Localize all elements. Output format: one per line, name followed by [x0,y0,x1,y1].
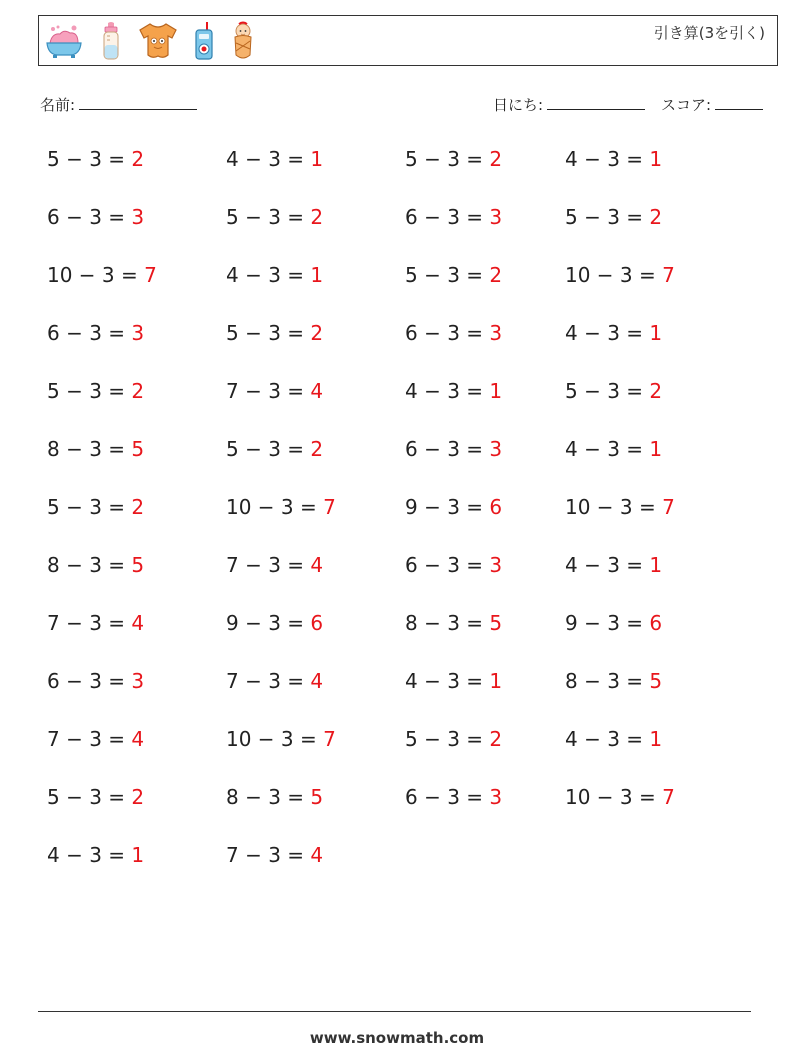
problem-item [226,263,323,287]
problem-answer: 3 [131,321,145,345]
problem-question: 10 − 3 = [565,263,663,287]
name-label: 名前: [40,96,76,114]
problem-item [226,785,323,809]
problem-item [405,553,502,577]
problem-answer: 4 [131,611,145,635]
problem-answer: 5 [131,437,145,461]
problem-answer: 1 [649,727,663,751]
problem-answer: 2 [489,263,503,287]
problem-question: 7 − 3 = [226,379,311,403]
swaddled-baby-icon [230,21,256,61]
problem-item [565,437,662,461]
problem-question: 4 − 3 = [226,263,311,287]
problem-item [47,611,144,635]
problem-answer: 3 [489,321,503,345]
problem-question: 5 − 3 = [405,727,490,751]
bath-tub-icon [44,21,84,61]
problem-question: 10 − 3 = [47,263,145,287]
header-box [38,15,778,66]
problem-answer: 3 [489,437,503,461]
problem-question: 5 − 3 = [565,205,650,229]
problem-item [47,147,144,171]
problem-question: 5 − 3 = [226,321,311,345]
problem-item [226,727,336,751]
problem-answer: 2 [489,147,503,171]
problem-answer: 4 [310,843,324,867]
problem-answer: 2 [131,785,145,809]
problem-item [405,263,502,287]
problem-question: 6 − 3 = [47,669,132,693]
problem-item [226,611,323,635]
problem-answer: 2 [131,379,145,403]
problem-item [405,785,502,809]
footer-url: www.snowmath.com [309,1029,485,1047]
problem-item [226,553,323,577]
problem-item [226,495,336,519]
problem-question: 6 − 3 = [405,321,490,345]
problem-question: 7 − 3 = [47,727,132,751]
problem-question: 4 − 3 = [565,553,650,577]
problem-question: 8 − 3 = [405,611,490,635]
problem-answer: 6 [649,611,663,635]
problem-answer: 1 [489,379,503,403]
problem-answer: 7 [323,495,336,519]
problem-item [47,553,144,577]
problem-answer: 2 [310,205,324,229]
problem-question: 6 − 3 = [405,205,490,229]
problem-item [405,321,502,345]
problem-answer: 1 [649,553,663,577]
problem-item [405,437,502,461]
problem-item [565,727,662,751]
problem-question: 10 − 3 = [226,727,324,751]
problem-question: 4 − 3 = [226,147,311,171]
problem-question: 5 − 3 = [47,379,132,403]
problem-answer: 1 [131,843,145,867]
problem-item [226,379,323,403]
problem-answer: 5 [649,669,663,693]
problem-question: 9 − 3 = [226,611,311,635]
problem-answer: 3 [131,669,145,693]
problem-answer: 5 [131,553,145,577]
problem-question: 4 − 3 = [405,669,490,693]
problem-item [565,553,662,577]
problem-item [47,727,144,751]
problem-item [226,205,323,229]
problem-item [565,263,675,287]
problem-question: 7 − 3 = [47,611,132,635]
problem-item [47,205,144,229]
problem-question: 10 − 3 = [565,495,663,519]
problem-question: 7 − 3 = [226,553,311,577]
problem-question: 5 − 3 = [47,147,132,171]
problem-item [47,843,144,867]
problem-answer: 4 [131,727,145,751]
problem-item [226,843,323,867]
baby-onesie-icon [138,21,178,61]
name-field [40,94,197,115]
problem-question: 5 − 3 = [47,785,132,809]
problem-item [565,147,662,171]
date-field [493,94,645,115]
problem-answer: 7 [323,727,336,751]
problem-answer: 3 [489,553,503,577]
problem-answer: 2 [131,495,145,519]
problem-answer: 7 [144,263,157,287]
problem-question: 9 − 3 = [565,611,650,635]
problem-item [405,495,502,519]
problem-answer: 4 [310,553,324,577]
problem-question: 6 − 3 = [47,321,132,345]
problem-answer: 7 [662,785,675,809]
problem-item [565,205,662,229]
problem-question: 4 − 3 = [565,727,650,751]
problem-item [405,669,502,693]
problem-answer: 2 [489,727,503,751]
problem-item [405,205,502,229]
score-label: スコア: [661,96,712,114]
problem-question: 4 − 3 = [405,379,490,403]
problem-item [405,611,502,635]
problem-item [47,785,144,809]
problem-question: 9 − 3 = [405,495,490,519]
problem-item [226,147,323,171]
problem-question: 5 − 3 = [226,437,311,461]
problem-question: 7 − 3 = [226,669,311,693]
problem-item [47,437,144,461]
problem-question: 6 − 3 = [405,785,490,809]
problem-question: 6 − 3 = [47,205,132,229]
problem-answer: 3 [489,785,503,809]
problem-item [405,147,502,171]
problem-answer: 7 [662,263,675,287]
problem-answer: 2 [649,205,663,229]
problem-item [47,379,144,403]
problem-answer: 1 [649,321,663,345]
problem-question: 4 − 3 = [565,321,650,345]
problem-answer: 1 [489,669,503,693]
problem-item [47,669,144,693]
problem-question: 4 − 3 = [565,437,650,461]
name-blank[interactable] [79,95,197,110]
problem-question: 4 − 3 = [565,147,650,171]
problem-answer: 6 [489,495,503,519]
problem-answer: 1 [649,147,663,171]
problem-question: 5 − 3 = [405,263,490,287]
problem-question: 8 − 3 = [226,785,311,809]
problem-question: 6 − 3 = [405,437,490,461]
problem-item [565,669,662,693]
problem-answer: 2 [310,437,324,461]
baby-monitor-icon [192,21,216,61]
problem-question: 6 − 3 = [405,553,490,577]
problem-item [405,379,502,403]
problem-question: 5 − 3 = [565,379,650,403]
problem-answer: 2 [310,321,324,345]
problem-answer: 4 [310,669,324,693]
problem-question: 8 − 3 = [47,553,132,577]
problem-item [226,437,323,461]
date-label: 日にち: [493,96,544,114]
problem-question: 10 − 3 = [565,785,663,809]
problem-answer: 4 [310,379,324,403]
problem-answer: 5 [310,785,324,809]
problem-question: 10 − 3 = [226,495,324,519]
problem-answer: 2 [649,379,663,403]
problem-answer: 6 [310,611,324,635]
problem-item [565,321,662,345]
problem-question: 8 − 3 = [565,669,650,693]
problem-answer: 1 [310,263,324,287]
footer-divider [38,1011,751,1012]
problem-answer: 2 [131,147,145,171]
problem-item [226,321,323,345]
problem-item [565,495,675,519]
icon-strip [44,18,256,64]
problem-answer: 5 [489,611,503,635]
problem-item [47,321,144,345]
problem-question: 5 − 3 = [405,147,490,171]
problem-question: 4 − 3 = [47,843,132,867]
problem-item [565,379,662,403]
problem-item [405,727,502,751]
problem-item [226,669,323,693]
worksheet-title: 引き算(3を引く) [653,24,765,42]
problem-answer: 3 [489,205,503,229]
date-blank[interactable] [547,95,645,110]
problem-answer: 7 [662,495,675,519]
problem-answer: 1 [310,147,324,171]
problem-question: 8 − 3 = [47,437,132,461]
problem-item [47,495,144,519]
baby-bottle-icon [98,21,124,61]
score-field [661,94,763,115]
problem-answer: 1 [649,437,663,461]
problem-question: 5 − 3 = [226,205,311,229]
problem-question: 5 − 3 = [47,495,132,519]
problem-item [47,263,157,287]
problem-question: 7 − 3 = [226,843,311,867]
problem-item [565,611,662,635]
problem-answer: 3 [131,205,145,229]
score-blank[interactable] [715,95,763,110]
problem-item [565,785,675,809]
